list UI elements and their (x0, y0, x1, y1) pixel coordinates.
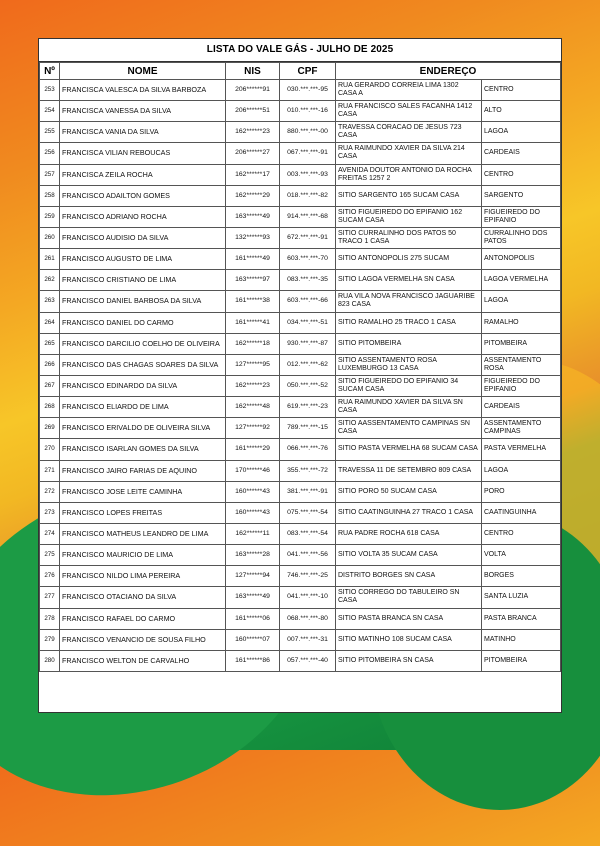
cell-cpf: 018.***.***-82 (280, 185, 336, 206)
table-row (40, 460, 561, 481)
cell-bairro: LAGOA (482, 291, 561, 312)
header-num: Nº (40, 63, 60, 80)
cell-num: 261 (40, 249, 60, 270)
cell-bairro: LAGOA (482, 460, 561, 481)
cell-endereco: SITIO CAATINGUINHA 27 TRACO 1 CASA (336, 502, 482, 523)
cell-cpf: 880.***.***-00 (280, 122, 336, 143)
cell-nis: 162******29 (226, 185, 280, 206)
cell-nis: 206******91 (226, 80, 280, 101)
table-row (40, 333, 561, 354)
cell-cpf: 619.***.***-23 (280, 397, 336, 418)
cell-nis: 161******49 (226, 249, 280, 270)
cell-endereco: SITIO PASTA BRANCA SN CASA (336, 608, 482, 629)
cell-endereco: SITIO PORO 50 SUCAM CASA (336, 481, 482, 502)
cell-nis: 160******43 (226, 502, 280, 523)
cell-bairro: CURRALINHO DOS PATOS (482, 227, 561, 248)
cell-endereco: DISTRITO BORGES SN CASA (336, 566, 482, 587)
cell-cpf: 034.***.***-51 (280, 312, 336, 333)
cell-num: 259 (40, 206, 60, 227)
cell-endereco: SITIO FIGUEIREDO DO EPIFANIO 34 SUCAM CASA (336, 375, 482, 396)
cell-bairro: ALTO (482, 101, 561, 122)
cell-nome: FRANCISCO ADAILTON GOMES (60, 185, 226, 206)
cell-num: 263 (40, 291, 60, 312)
table-row (40, 312, 561, 333)
cell-bairro: SARGENTO (482, 185, 561, 206)
table-row (40, 249, 561, 270)
cell-num: 270 (40, 439, 60, 460)
cell-num: 272 (40, 481, 60, 502)
table-row (40, 523, 561, 544)
cell-nis: 206******27 (226, 143, 280, 164)
cell-cpf: 075.***.***-54 (280, 502, 336, 523)
cell-bairro: MATINHO (482, 629, 561, 650)
cell-nis: 160******07 (226, 629, 280, 650)
cell-endereco: RUA PADRE ROCHA 618 CASA (336, 523, 482, 544)
table-row (40, 397, 561, 418)
cell-num: 279 (40, 629, 60, 650)
cell-endereco: SITIO LAGOA VERMELHA SN CASA (336, 270, 482, 291)
cell-num: 277 (40, 587, 60, 608)
cell-bairro: ASSENTAMENTO CAMPINAS (482, 418, 561, 439)
cell-endereco: SITIO SARGENTO 165 SUCAM CASA (336, 185, 482, 206)
table-row (40, 164, 561, 185)
cell-cpf: 041.***.***-56 (280, 545, 336, 566)
header-endereco: ENDEREÇO (336, 63, 561, 80)
cell-bairro: CENTRO (482, 523, 561, 544)
cell-bairro: PASTA BRANCA (482, 608, 561, 629)
table-row (40, 545, 561, 566)
cell-nis: 161******41 (226, 312, 280, 333)
cell-nome: FRANCISCO LOPES FREITAS (60, 502, 226, 523)
cell-nome: FRANCISCO ERIVALDO DE OLIVEIRA SILVA (60, 418, 226, 439)
cell-bairro: PITOMBEIRA (482, 333, 561, 354)
table-row (40, 206, 561, 227)
cell-nis: 161******29 (226, 439, 280, 460)
cell-num: 280 (40, 650, 60, 671)
cell-bairro: FIGUEIREDO DO EPIFANIO (482, 206, 561, 227)
cell-nis: 127******92 (226, 418, 280, 439)
table-row (40, 122, 561, 143)
cell-num: 264 (40, 312, 60, 333)
cell-endereco: SITIO PASTA VERMELHA 68 SUCAM CASA (336, 439, 482, 460)
cell-cpf: 603.***.***-66 (280, 291, 336, 312)
cell-nis: 162******11 (226, 523, 280, 544)
cell-nome: FRANCISCO RAFAEL DO CARMO (60, 608, 226, 629)
cell-nis: 162******17 (226, 164, 280, 185)
cell-nis: 127******94 (226, 566, 280, 587)
cell-endereco: RUA FRANCISCO SALES FACANHA 1412 CASA (336, 101, 482, 122)
table-row (40, 143, 561, 164)
cell-num: 275 (40, 545, 60, 566)
cell-bairro: PITOMBEIRA (482, 650, 561, 671)
beneficiary-table (39, 62, 561, 672)
cell-num: 253 (40, 80, 60, 101)
cell-bairro: ASSENTAMENTO ROSA (482, 354, 561, 375)
cell-nome: FRANCISCO DARCILIO COELHO DE OLIVEIRA (60, 333, 226, 354)
header-nis: NIS (226, 63, 280, 80)
cell-endereco: SITIO PITOMBEIRA (336, 333, 482, 354)
cell-num: 257 (40, 164, 60, 185)
table-row (40, 502, 561, 523)
cell-endereco: SITIO ASSENTAMENTO ROSA LUXEMBURGO 13 CASA (336, 354, 482, 375)
cell-nome: FRANCISCO MATHEUS LEANDRO DE LIMA (60, 523, 226, 544)
cell-nis: 163******49 (226, 587, 280, 608)
cell-cpf: 030.***.***-95 (280, 80, 336, 101)
cell-nis: 162******23 (226, 375, 280, 396)
cell-nome: FRANCISCA VANESSA DA SILVA (60, 101, 226, 122)
table-row (40, 80, 561, 101)
cell-nome: FRANCISCA VILIAN REBOUCAS (60, 143, 226, 164)
cell-cpf: 007.***.***-31 (280, 629, 336, 650)
cell-nome: FRANCISCO AUGUSTO DE LIMA (60, 249, 226, 270)
cell-bairro: CAATINGUINHA (482, 502, 561, 523)
cell-num: 268 (40, 397, 60, 418)
cell-cpf: 068.***.***-80 (280, 608, 336, 629)
cell-endereco: RUA RAIMUNDO XAVIER DA SILVA SN CASA (336, 397, 482, 418)
cell-nome: FRANCISCA ZEILA ROCHA (60, 164, 226, 185)
cell-nis: 163******49 (226, 206, 280, 227)
table-row (40, 291, 561, 312)
header-cpf: CPF (280, 63, 336, 80)
cell-nome: FRANCISCO ADRIANO ROCHA (60, 206, 226, 227)
cell-nome: FRANCISCO DANIEL BARBOSA DA SILVA (60, 291, 226, 312)
cell-bairro: VOLTA (482, 545, 561, 566)
cell-cpf: 067.***.***-91 (280, 143, 336, 164)
cell-nome: FRANCISCA VANIA DA SILVA (60, 122, 226, 143)
cell-cpf: 083.***.***-35 (280, 270, 336, 291)
cell-cpf: 012.***.***-62 (280, 354, 336, 375)
cell-cpf: 057.***.***-40 (280, 650, 336, 671)
table-row (40, 354, 561, 375)
table-row (40, 375, 561, 396)
cell-nome: FRANCISCO DAS CHAGAS SOARES DA SILVA (60, 354, 226, 375)
cell-nome: FRANCISCO JAIRO FARIAS DE AQUINO (60, 460, 226, 481)
document-sheet (38, 38, 562, 713)
cell-cpf: 083.***.***-54 (280, 523, 336, 544)
cell-nome: FRANCISCO AUDISIO DA SILVA (60, 227, 226, 248)
cell-endereco: SITIO PITOMBEIRA SN CASA (336, 650, 482, 671)
cell-nis: 160******43 (226, 481, 280, 502)
cell-nis: 162******48 (226, 397, 280, 418)
cell-endereco: SITIO RAMALHO 25 TRACO 1 CASA (336, 312, 482, 333)
cell-bairro: CENTRO (482, 164, 561, 185)
cell-endereco: RUA VILA NOVA FRANCISCO JAGUARIBE 823 CASA (336, 291, 482, 312)
cell-num: 255 (40, 122, 60, 143)
cell-bairro: FIGUEIREDO DO EPIFANIO (482, 375, 561, 396)
cell-nome: FRANCISCO ELIARDO DE LIMA (60, 397, 226, 418)
table-row (40, 629, 561, 650)
table-row (40, 439, 561, 460)
table-row (40, 587, 561, 608)
cell-nis: 161******38 (226, 291, 280, 312)
cell-bairro: PASTA VERMELHA (482, 439, 561, 460)
cell-num: 256 (40, 143, 60, 164)
table-row (40, 418, 561, 439)
cell-endereco: SITIO CURRALINHO DOS PATOS 50 TRACO 1 CASA (336, 227, 482, 248)
cell-num: 269 (40, 418, 60, 439)
cell-nome: FRANCISCO EDINARDO DA SILVA (60, 375, 226, 396)
cell-bairro: LAGOA VERMELHA (482, 270, 561, 291)
table-row (40, 566, 561, 587)
table-header-row (40, 63, 561, 80)
table-row (40, 270, 561, 291)
cell-endereco: AVENIDA DOUTOR ANTONIO DA ROCHA FREITAS 1257 2 (336, 164, 482, 185)
cell-num: 278 (40, 608, 60, 629)
table-row (40, 650, 561, 671)
cell-endereco: TRAVESSA 11 DE SETEMBRO 809 CASA (336, 460, 482, 481)
cell-nis: 161******86 (226, 650, 280, 671)
cell-bairro: SANTA LUZIA (482, 587, 561, 608)
cell-num: 254 (40, 101, 60, 122)
cell-nis: 170******46 (226, 460, 280, 481)
cell-num: 274 (40, 523, 60, 544)
cell-nis: 132******93 (226, 227, 280, 248)
cell-num: 271 (40, 460, 60, 481)
cell-cpf: 066.***.***-76 (280, 439, 336, 460)
cell-cpf: 672.***.***-91 (280, 227, 336, 248)
cell-nome: FRANCISCO DANIEL DO CARMO (60, 312, 226, 333)
table-row (40, 101, 561, 122)
cell-nis: 206******51 (226, 101, 280, 122)
cell-nis: 127******95 (226, 354, 280, 375)
cell-endereco: SITIO FIGUEIREDO DO EPIFANIO 162 SUCAM CASA (336, 206, 482, 227)
cell-cpf: 355.***.***-72 (280, 460, 336, 481)
cell-cpf: 930.***.***-87 (280, 333, 336, 354)
cell-nome: FRANCISCA VALESCA DA SILVA BARBOZA (60, 80, 226, 101)
cell-nome: FRANCISCO ISARLAN GOMES DA SILVA (60, 439, 226, 460)
cell-nome: FRANCISCO VENANCIO DE SOUSA FILHO (60, 629, 226, 650)
cell-bairro: BORGES (482, 566, 561, 587)
cell-cpf: 010.***.***-16 (280, 101, 336, 122)
cell-num: 266 (40, 354, 60, 375)
cell-nome: FRANCISCO CRISTIANO DE LIMA (60, 270, 226, 291)
cell-nis: 162******18 (226, 333, 280, 354)
cell-cpf: 914.***.***-68 (280, 206, 336, 227)
document-title: LISTA DO VALE GÁS - JULHO DE 2025 (39, 39, 561, 62)
cell-endereco: SITIO MATINHO 108 SUCAM CASA (336, 629, 482, 650)
cell-cpf: 381.***.***-91 (280, 481, 336, 502)
cell-cpf: 041.***.***-10 (280, 587, 336, 608)
cell-num: 276 (40, 566, 60, 587)
header-nome: NOME (60, 63, 226, 80)
cell-nome: FRANCISCO WELTON DE CARVALHO (60, 650, 226, 671)
cell-num: 260 (40, 227, 60, 248)
cell-cpf: 003.***.***-93 (280, 164, 336, 185)
cell-nis: 162******23 (226, 122, 280, 143)
cell-bairro: ANTONOPOLIS (482, 249, 561, 270)
cell-nis: 163******97 (226, 270, 280, 291)
cell-nome: FRANCISCO NILDO LIMA PEREIRA (60, 566, 226, 587)
cell-bairro: RAMALHO (482, 312, 561, 333)
cell-endereco: SITIO CORREGO DO TABULEIRO SN CASA (336, 587, 482, 608)
table-row (40, 608, 561, 629)
cell-endereco: SITIO AASSENTAMENTO CAMPINAS SN CASA (336, 418, 482, 439)
cell-cpf: 746.***.***-25 (280, 566, 336, 587)
cell-nis: 163******28 (226, 545, 280, 566)
table-row (40, 481, 561, 502)
cell-bairro: LAGOA (482, 122, 561, 143)
cell-endereco: SITIO ANTONOPOLIS 275 SUCAM (336, 249, 482, 270)
cell-endereco: RUA RAIMUNDO XAVIER DA SILVA 214 CASA (336, 143, 482, 164)
table-body (40, 80, 561, 672)
cell-num: 262 (40, 270, 60, 291)
cell-num: 273 (40, 502, 60, 523)
cell-nome: FRANCISCO OTACIANO DA SILVA (60, 587, 226, 608)
cell-nome: FRANCISCO JOSE LEITE CAMINHA (60, 481, 226, 502)
cell-cpf: 603.***.***-70 (280, 249, 336, 270)
cell-endereco: TRAVESSA CORACAO DE JESUS 723 CASA (336, 122, 482, 143)
cell-endereco: SITIO VOLTA 35 SUCAM CASA (336, 545, 482, 566)
cell-nis: 161******06 (226, 608, 280, 629)
cell-bairro: CENTRO (482, 80, 561, 101)
cell-num: 267 (40, 375, 60, 396)
table-row (40, 227, 561, 248)
cell-num: 258 (40, 185, 60, 206)
cell-endereco: RUA GERARDO CORREIA LIMA 1302 CASA A (336, 80, 482, 101)
cell-bairro: PORO (482, 481, 561, 502)
cell-nome: FRANCISCO MAURICIO DE LIMA (60, 545, 226, 566)
cell-bairro: CARDEAIS (482, 397, 561, 418)
cell-cpf: 050.***.***-52 (280, 375, 336, 396)
cell-num: 265 (40, 333, 60, 354)
cell-bairro: CARDEAIS (482, 143, 561, 164)
cell-cpf: 789.***.***-15 (280, 418, 336, 439)
table-row (40, 185, 561, 206)
